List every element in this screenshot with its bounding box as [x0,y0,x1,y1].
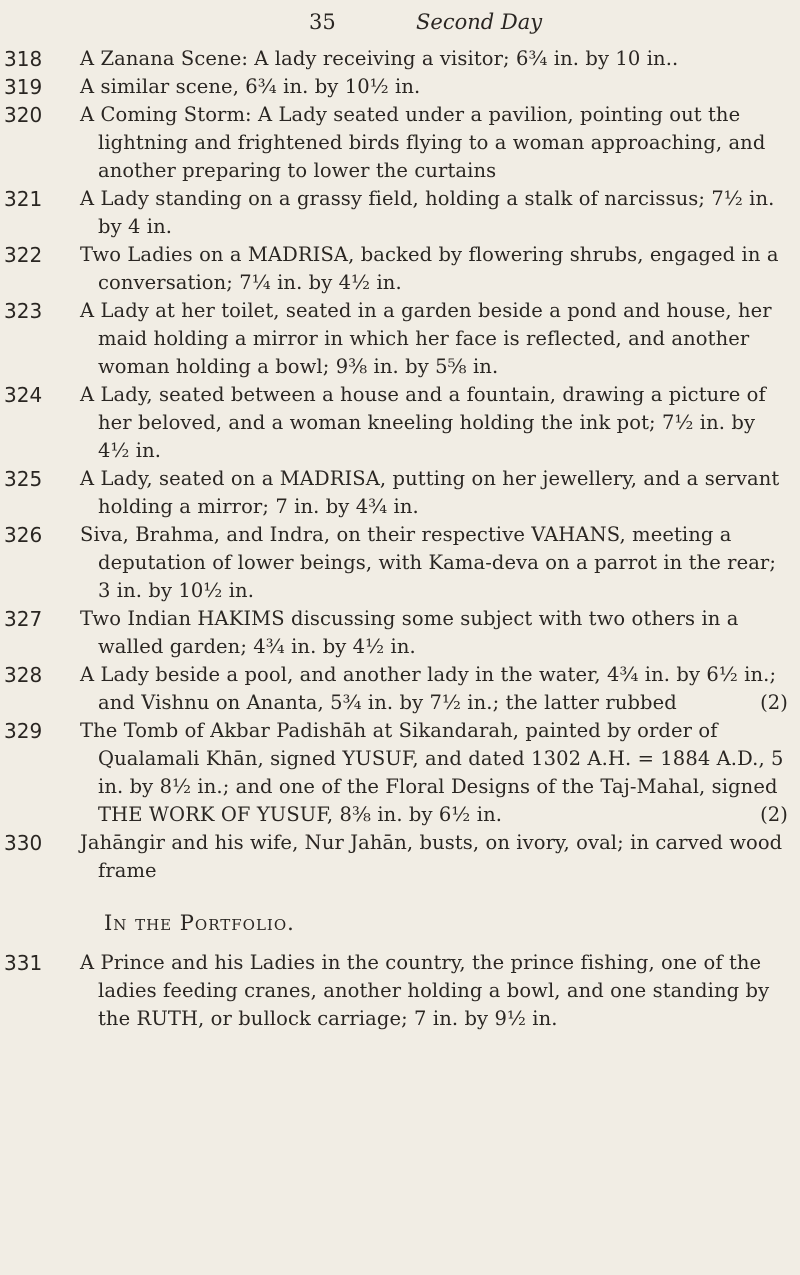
lot-number: 324 [4,383,43,407]
lot-entry [0,717,800,829]
lot-entry [0,73,800,101]
section-heading: In the Portfolio. [104,911,295,935]
lot-description: Two Indian HAKIMS discussing some subject with two others in a walled garden; 4¾ in. by 4½ in. [80,607,739,658]
lot-number: 321 [4,187,43,211]
lot-description: The Tomb of Akbar Padishāh at Sikandarah, painted by order of Qualamali Khān, signed YUSUF, and dated 1302 A.H. = 1884 A.D., 5 in. by 8½ in.; and one of the Floral Designs of the Taj-Mahal, signed THE WORK OF YUSUF, 8⅜ in. by 6½ in. (2) [80,717,788,829]
lot-number: 327 [4,607,43,631]
lot-number: 322 [4,243,43,267]
lot-number: 323 [4,299,43,323]
lot-number: 318 [4,47,43,71]
lot-description: Jahāngir and his wife, Nur Jahān, busts, on ivory, oval; in carved wood frame [80,831,783,882]
running-head: Second Day [416,10,543,34]
lot-entry [0,185,800,241]
lot-entry [0,521,800,605]
lot-number: 319 [4,75,43,99]
lot-description: A Lady, seated between a house and a fountain, drawing a picture of her beloved, and a woman kneeling holding the ink pot; 7½ in. by 4½ in. [80,383,766,462]
lot-entry [0,949,800,1033]
lot-entry [0,829,800,885]
lot-description: Siva, Brahma, and Indra, on their respective VAHANS, meeting a deputation of lower beings, with Kama-deva on a parrot in the rear; 3 in. by 10½ in. [80,523,777,602]
lot-description: A Coming Storm: A Lady seated under a pavilion, pointing out the lightning and frightened birds flying to a woman approaching, and another preparing to lower the curtains [80,103,766,182]
lot-number: 329 [4,719,43,743]
lot-number: 328 [4,663,43,687]
lot-entry [0,661,800,717]
lot-list [0,45,800,1033]
lot-entry [0,45,800,73]
lot-entry [0,101,800,185]
lot-number: 320 [4,103,43,127]
lot-number: 330 [4,831,43,855]
lot-entry [0,381,800,465]
lot-number: 331 [4,951,43,975]
lot-entry [0,297,800,381]
lot-quantity: (2) [760,691,788,714]
lot-description: A similar scene, 6¾ in. by 10½ in. [80,75,421,98]
lot-entry [0,465,800,521]
lot-description: A Lady, seated on a MADRISA, putting on her jewellery, and a servant holding a mirror; 7 in. by 4¾ in. [80,467,780,518]
lot-description: A Zanana Scene: A lady receiving a visitor; 6¾ in. by 10 in.. [80,47,679,70]
lot-number: 326 [4,523,43,547]
lot-entry [0,605,800,661]
lot-description: A Lady beside a pool, and another lady in the water, 4¾ in. by 6½ in.; and Vishnu on Ananta, 5¾ in. by 7½ in.; the latter rubbed (2) [80,661,788,717]
lot-number: 325 [4,467,43,491]
page-number: 35 [309,10,336,34]
lot-quantity: (2) [760,803,788,826]
lot-description: A Prince and his Ladies in the country, the prince fishing, one of the ladies feeding cranes, another holding a bowl, and one standing by the RUTH, or bullock carriage; 7 in. by 9½ in. [80,951,770,1030]
lot-entry [0,241,800,297]
lot-description: Two Ladies on a MADRISA, backed by flowering shrubs, engaged in a conversation; 7¼ in. by 4½ in. [80,243,779,294]
lot-description: A Lady at her toilet, seated in a garden beside a pond and house, her maid holding a mirror in which her face is reflected, and another woman holding a bowl; 9⅜ in. by 5⅝ in. [80,299,772,378]
page-header [0,10,800,44]
lot-description: A Lady standing on a grassy field, holding a stalk of narcissus; 7½ in. by 4 in. [80,187,775,238]
